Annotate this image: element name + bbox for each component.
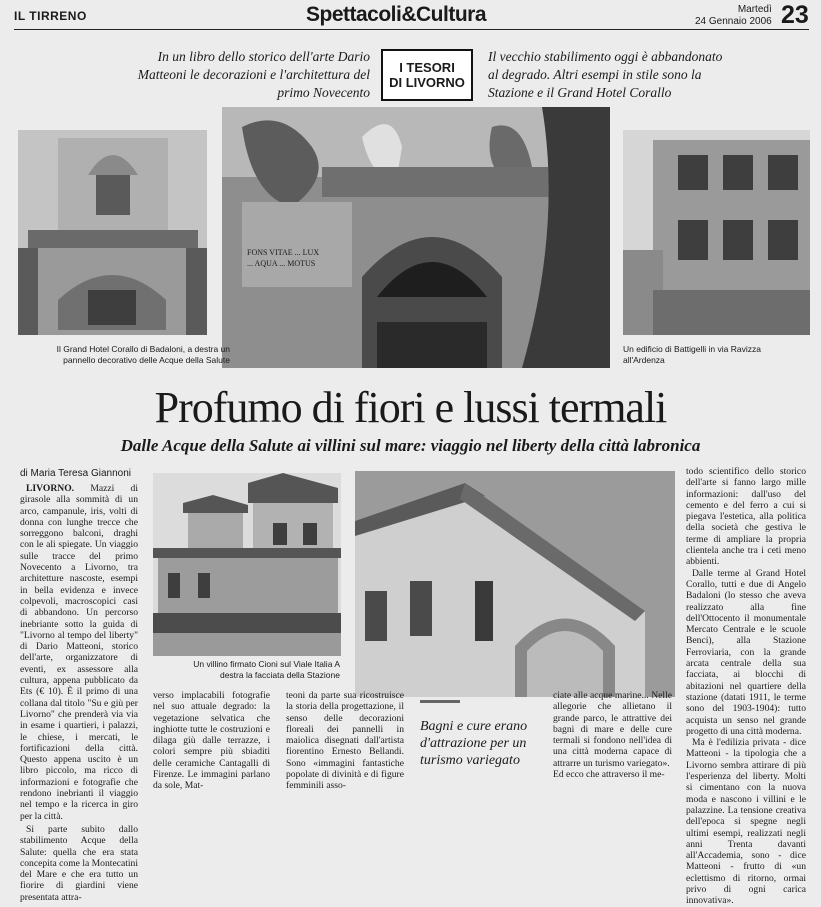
photo-villino-cioni xyxy=(153,473,341,656)
caption-left: Il Grand Hotel Corallo di Badaloni, a destra un pannello decorativo delle Acque della Salute xyxy=(56,344,230,365)
article-column-2: verso implacabili fotografie nel suo attuale degrado: la vegetazione selvatica che inghiotte tutte le costruzioni e dilaga giù dalle terrazze, i colori sempre più sbiaditi delle ceramiche Cantagalli di Firenze. Le immagini parlano da sole, Mat- xyxy=(153,690,270,792)
masthead: IL TIRRENO xyxy=(14,9,87,23)
byline: di Maria Teresa Giannoni xyxy=(20,468,131,479)
photo-acque-della-salute-panel xyxy=(222,107,610,368)
dateline: LIVORNO. xyxy=(26,483,75,494)
photo-edificio-battigelli xyxy=(623,130,810,335)
caption-right: Un edificio di Battigelli in via Ravizza all'Ardenza xyxy=(623,344,761,365)
photo-stazione xyxy=(355,471,675,697)
section-title: Spettacoli&Cultura xyxy=(306,3,487,26)
column-1-paragraph-1 xyxy=(20,483,138,822)
page-number: 23 xyxy=(781,1,809,29)
article-column-5: ciate alle acque marine... Nelle allegorie che allietano il grande parco, le attrattive dei bagni di mare e delle cure termali si fondono nell'idea di una città moderna capace di attrarre un turismo variegato». Ed ecco che attraverso il me- xyxy=(553,690,672,781)
issue-day: Martedì xyxy=(737,4,772,15)
quote-rule xyxy=(420,700,460,703)
issue-date xyxy=(695,4,772,28)
headline: Profumo di fiori e lussi termali xyxy=(154,383,667,432)
article-column-6 xyxy=(686,466,806,907)
series-box-line1: I TESORI xyxy=(399,60,455,75)
pull-quote: Bagni e cure erano d'attrazione per un turismo variegato xyxy=(420,719,528,768)
issue-date-text: 24 Gennaio 2006 xyxy=(695,16,772,27)
intro-left: In un libro dello storico dell'arte Dario Matteoni le decorazioni e l'architettura del primo Novecento xyxy=(137,49,370,100)
column-6-paragraph-3: Ma è l'edilizia privata - dice Matteoni - la tipologia che a Livorno sembra attirare di più l'esperienza del liberty. Molti si cimentano con la nuova moda e nascono i villini e le palazzine. La tensione creativa dell'epoca si spegne negli ultimi esempi, realizzati negli anni Trenta davanti all'Accademia, sono - dice Matteoni - frutto di «un eclettismo di ritorno, ormai privo di ogni carica innovativa». xyxy=(686,737,806,907)
column-1-text-1: Mazzi di girasole alla sommità di un arco, campanule, iris, volti di donna con lunghe trecce che sorreggono balconi, draghi con le ali spiegate. Un viaggio sulle tracce del primo Novecento a Livorno, tra architetture nascoste, esempi in bella evidenza e invece colpevoli, macroscopici casi di abbandono. Un percorso inebriante sotto la guida di "Livorno al tempo del liberty" di Dario Matteoni, storico dell'arte, organizzatore di eventi, ex assessore alla cultura, appena pubblicato da Ets (€ 10). È il primo di una collana dal titolo "Su e giù per Livorno" che prenderà via via in esame i quartieri, i palazzi, le chiese, i mercati, le fortificazioni della città. Questo appena uscito è un libro piccolo, ma ricco di informazioni e fotografie che rendono inebrianti il viaggio nel tempo e la ricerca in giro per la città. xyxy=(20,483,138,822)
subhead: Dalle Acque della Salute ai villini sul mare: viaggio nel liberty della città labronica xyxy=(120,436,701,455)
intro-right: Il vecchio stabilimento oggi è abbandonato al degrado. Altri esempi in stile sono la Stazione e il Grand Hotel Corallo xyxy=(488,49,723,100)
column-1-paragraph-2: Si parte subito dallo stabilimento Acque della Salute: quella che era stata concepita come la Montecatini del Mare e che era tutto un fiorire di giardini viene presentata attra- xyxy=(20,823,139,903)
article-column-3: teoni da parte sua ricostruisce la storia della progettazione, il senso delle decorazioni floreali dei pannelli in maiolica disegnati dall'artista fiorentino Ernesto Bellandi. Sono «immagini fantastiche popolate di divinità e di figure femminili asso- xyxy=(286,690,404,792)
caption-villino: Un villino firmato Cioni sul Viale Italia A destra la facciata della Stazione xyxy=(193,659,340,680)
column-6-paragraph-2: Dalle terme al Grand Hotel Corallo, tutti e due di Angelo Badaloni (lo stesso che aveva realizzato alla fine dell'Ottocento il monumentale Mercato Centrale e le scuole Benci), alla Stazione Ferroviaria, con la grande arcata centrale della sua facciata, ai blocchi di abitazioni nel quartiere della stazione (datati 1911, le terme sono del 1903-1904): tutto acquista un senso nel grande progetto di una città moderna. xyxy=(686,567,806,737)
photo-grand-hotel-corallo xyxy=(18,130,207,335)
series-box xyxy=(381,49,473,101)
panel-inscription: FONS VITAE ... LUX ... AQUA ... MOTUS xyxy=(247,248,320,268)
column-6-paragraph-1: todo scientifico dello storico dell'arte si fanno largo mille informazioni: dall'uso del cemento e del ferro a cui si piegava l'estetica, alla politica della società che gestiva le terme di ampliare la propria clientela anche tra i ceti meno abbienti. xyxy=(686,466,806,568)
article-column-1 xyxy=(20,483,139,903)
header-rule xyxy=(14,29,809,30)
series-box-line2: DI LIVORNO xyxy=(389,75,465,90)
